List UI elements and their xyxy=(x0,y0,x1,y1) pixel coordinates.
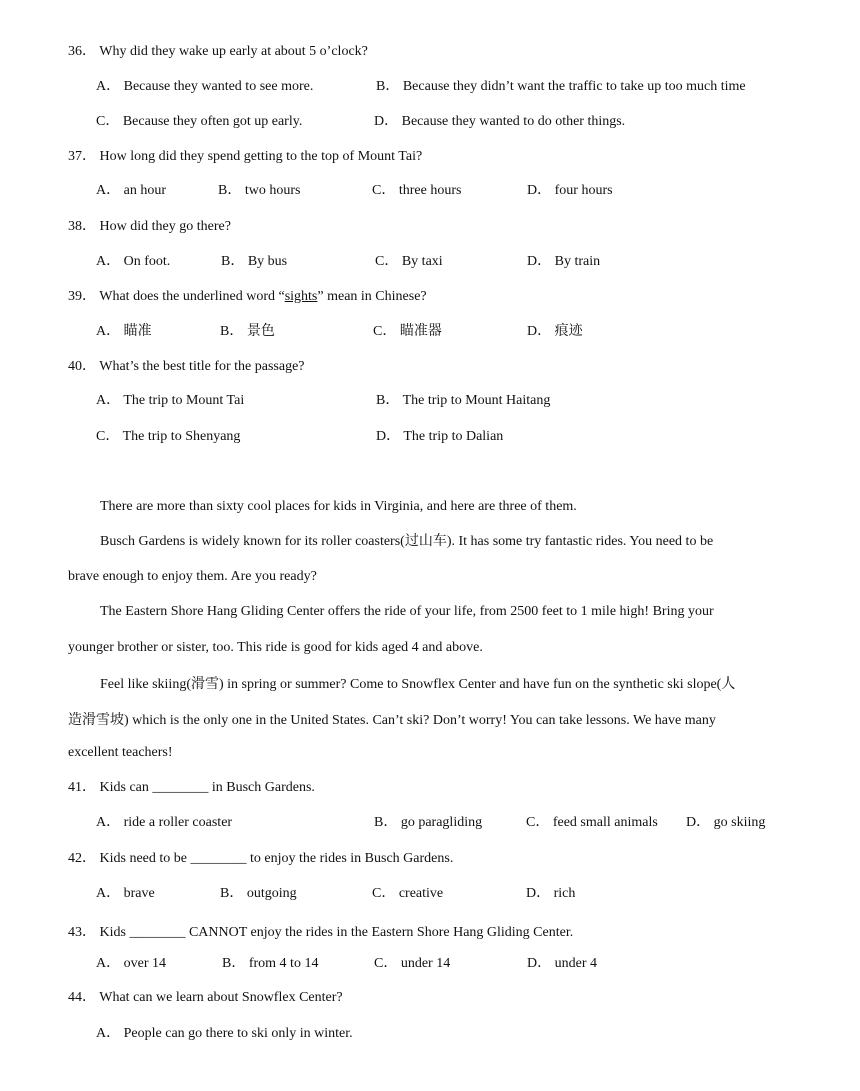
option-text: from 4 to 14 xyxy=(248,956,319,971)
option-text: The trip to Shenyang xyxy=(122,429,241,444)
option-39-a xyxy=(96,323,152,341)
option-letter: B． xyxy=(221,254,245,269)
question-number: 41． xyxy=(68,780,96,795)
option-text: On foot. xyxy=(123,254,171,269)
option-40-c xyxy=(96,428,240,446)
option-text: By bus xyxy=(247,254,288,269)
option-letter: C． xyxy=(96,429,120,444)
option-letter: D． xyxy=(527,956,552,971)
question-37 xyxy=(68,148,422,166)
option-36-d xyxy=(374,113,625,131)
option-text: The trip to Mount Tai xyxy=(123,393,245,408)
option-39-b xyxy=(220,323,275,341)
option-42-b xyxy=(220,885,297,903)
option-41-c xyxy=(526,814,658,832)
option-text: four hours xyxy=(554,183,613,198)
option-42-a xyxy=(96,885,155,903)
option-letter: C． xyxy=(373,324,397,339)
option-37-d xyxy=(527,182,613,200)
option-text: go paragliding xyxy=(400,815,483,830)
question-stem: Kids ________ CANNOT enjoy the rides in the Eastern Shore Hang Gliding Center. xyxy=(99,925,574,940)
question-number: 36． xyxy=(68,44,96,59)
question-38 xyxy=(68,218,231,236)
option-38-b xyxy=(221,253,287,271)
option-letter: A． xyxy=(96,183,121,198)
question-number: 39． xyxy=(68,289,96,304)
passage-paragraph-4-line-1: Feel like skiing(滑雪) in spring or summer? Come to Snowflex Center and have fun on the synthetic ski slope(人 xyxy=(100,677,736,692)
option-text: three hours xyxy=(398,183,462,198)
passage-paragraph-2-line-1: Busch Gardens is widely known for its roller coasters(过山车). It has some try fantastic rides. You need to be xyxy=(100,534,714,549)
option-text: under 14 xyxy=(400,956,451,971)
option-text: The trip to Mount Haitang xyxy=(402,393,551,408)
option-41-d xyxy=(686,814,765,832)
option-letter: B． xyxy=(376,79,400,94)
option-41-b xyxy=(374,814,482,832)
passage-paragraph-1: There are more than sixty cool places for kids in Virginia, and here are three of them. xyxy=(100,499,577,514)
question-43 xyxy=(68,924,573,942)
passage-paragraph-4-line-2: 造滑雪坡) which is the only one in the United States. Can’t ski? Don’t worry! You can take lessons. We have many xyxy=(68,713,716,728)
option-letter: A． xyxy=(96,324,121,339)
option-text: By taxi xyxy=(401,254,443,269)
option-letter: D． xyxy=(686,815,711,830)
option-letter: A． xyxy=(96,815,121,830)
option-42-c xyxy=(372,885,443,903)
option-letter: D． xyxy=(376,429,401,444)
option-text: Because they often got up early. xyxy=(122,114,303,129)
option-text: By train xyxy=(554,254,601,269)
question-stem: How did they go there? xyxy=(99,219,231,234)
option-38-d xyxy=(527,253,600,271)
option-text: ride a roller coaster xyxy=(123,815,233,830)
option-letter: A． xyxy=(96,1026,121,1041)
option-37-c xyxy=(372,182,461,200)
option-letter: C． xyxy=(372,183,396,198)
option-text: go skiing xyxy=(713,815,766,830)
question-number: 43． xyxy=(68,925,96,940)
option-letter: B． xyxy=(220,886,244,901)
option-text: brave xyxy=(123,886,155,901)
option-36-c xyxy=(96,113,302,131)
option-41-a xyxy=(96,814,232,832)
question-40 xyxy=(68,358,305,376)
option-43-a xyxy=(96,955,166,973)
option-letter: A． xyxy=(96,393,121,408)
option-text: feed small animals xyxy=(552,815,658,830)
option-letter: C． xyxy=(372,886,396,901)
option-37-b xyxy=(218,182,300,200)
option-letter: B． xyxy=(220,324,244,339)
option-text: over 14 xyxy=(123,956,167,971)
option-43-c xyxy=(374,955,450,973)
option-text: Because they wanted to do other things. xyxy=(401,114,626,129)
question-36 xyxy=(68,43,368,61)
option-text: Because they didn’t want the traffic to take up too much time xyxy=(402,79,746,94)
option-36-a xyxy=(96,78,313,96)
option-letter: D． xyxy=(374,114,399,129)
question-number: 42． xyxy=(68,851,96,866)
question-number: 37． xyxy=(68,149,96,164)
option-43-d xyxy=(527,955,597,973)
option-text: outgoing xyxy=(246,886,297,901)
option-42-d xyxy=(526,885,575,903)
option-letter: A． xyxy=(96,254,121,269)
passage-paragraph-2-line-2: brave enough to enjoy them. Are you ready? xyxy=(68,569,317,584)
question-number: 40． xyxy=(68,359,96,374)
option-letter: C． xyxy=(96,114,120,129)
option-44-a xyxy=(96,1025,353,1043)
underlined-word: sights xyxy=(284,289,318,304)
option-37-a xyxy=(96,182,166,200)
question-stem: What can we learn about Snowflex Center? xyxy=(99,990,343,1005)
option-43-b xyxy=(222,955,318,973)
option-text: Because they wanted to see more. xyxy=(123,79,314,94)
option-letter: B． xyxy=(374,815,398,830)
question-41 xyxy=(68,779,315,797)
option-36-b xyxy=(376,78,746,96)
option-38-a xyxy=(96,253,170,271)
option-text: 痕迹 xyxy=(554,324,583,339)
option-letter: C． xyxy=(375,254,399,269)
option-letter: A． xyxy=(96,886,121,901)
option-letter: D． xyxy=(526,886,551,901)
passage-paragraph-3-line-1: The Eastern Shore Hang Gliding Center offers the ride of your life, from 2500 feet to 1 mile high! Bring your xyxy=(100,604,714,619)
option-text: 景色 xyxy=(246,324,275,339)
question-stem: Kids need to be ________ to enjoy the rides in Busch Gardens. xyxy=(99,851,454,866)
option-text: creative xyxy=(398,886,444,901)
option-40-b xyxy=(376,392,550,410)
option-40-a xyxy=(96,392,244,410)
question-stem: Why did they wake up early at about 5 o’clock? xyxy=(99,44,368,59)
passage-paragraph-3-line-2: younger brother or sister, too. This ride is good for kids aged 4 and above. xyxy=(68,640,483,655)
option-letter: B． xyxy=(376,393,400,408)
option-text: two hours xyxy=(244,183,301,198)
option-letter: B． xyxy=(218,183,242,198)
option-39-c xyxy=(373,323,442,341)
option-text: under 4 xyxy=(554,956,598,971)
option-40-d xyxy=(376,428,503,446)
option-letter: A． xyxy=(96,956,121,971)
option-letter: A． xyxy=(96,79,121,94)
option-text: rich xyxy=(553,886,576,901)
option-text: The trip to Dalian xyxy=(403,429,504,444)
option-letter: D． xyxy=(527,254,552,269)
option-letter: D． xyxy=(527,183,552,198)
passage-paragraph-4-line-3: excellent teachers! xyxy=(68,745,173,760)
option-text: 瞄准器 xyxy=(399,324,442,339)
option-38-c xyxy=(375,253,443,271)
option-letter: C． xyxy=(374,956,398,971)
question-stem-post: ” mean in Chinese? xyxy=(317,289,427,304)
option-text: 瞄准 xyxy=(123,324,152,339)
question-39 xyxy=(68,288,427,306)
option-letter: D． xyxy=(527,324,552,339)
question-44 xyxy=(68,989,343,1007)
question-stem-pre: What does the underlined word “ xyxy=(99,289,285,304)
option-39-d xyxy=(527,323,583,341)
question-42 xyxy=(68,850,453,868)
option-letter: B． xyxy=(222,956,246,971)
question-number: 38． xyxy=(68,219,96,234)
question-stem: How long did they spend getting to the top of Mount Tai? xyxy=(99,149,423,164)
option-text: People can go there to ski only in winter. xyxy=(123,1026,353,1041)
option-letter: C． xyxy=(526,815,550,830)
question-stem: Kids can ________ in Busch Gardens. xyxy=(99,780,315,795)
question-stem: What’s the best title for the passage? xyxy=(99,359,305,374)
option-text: an hour xyxy=(123,183,167,198)
question-number: 44． xyxy=(68,990,96,1005)
